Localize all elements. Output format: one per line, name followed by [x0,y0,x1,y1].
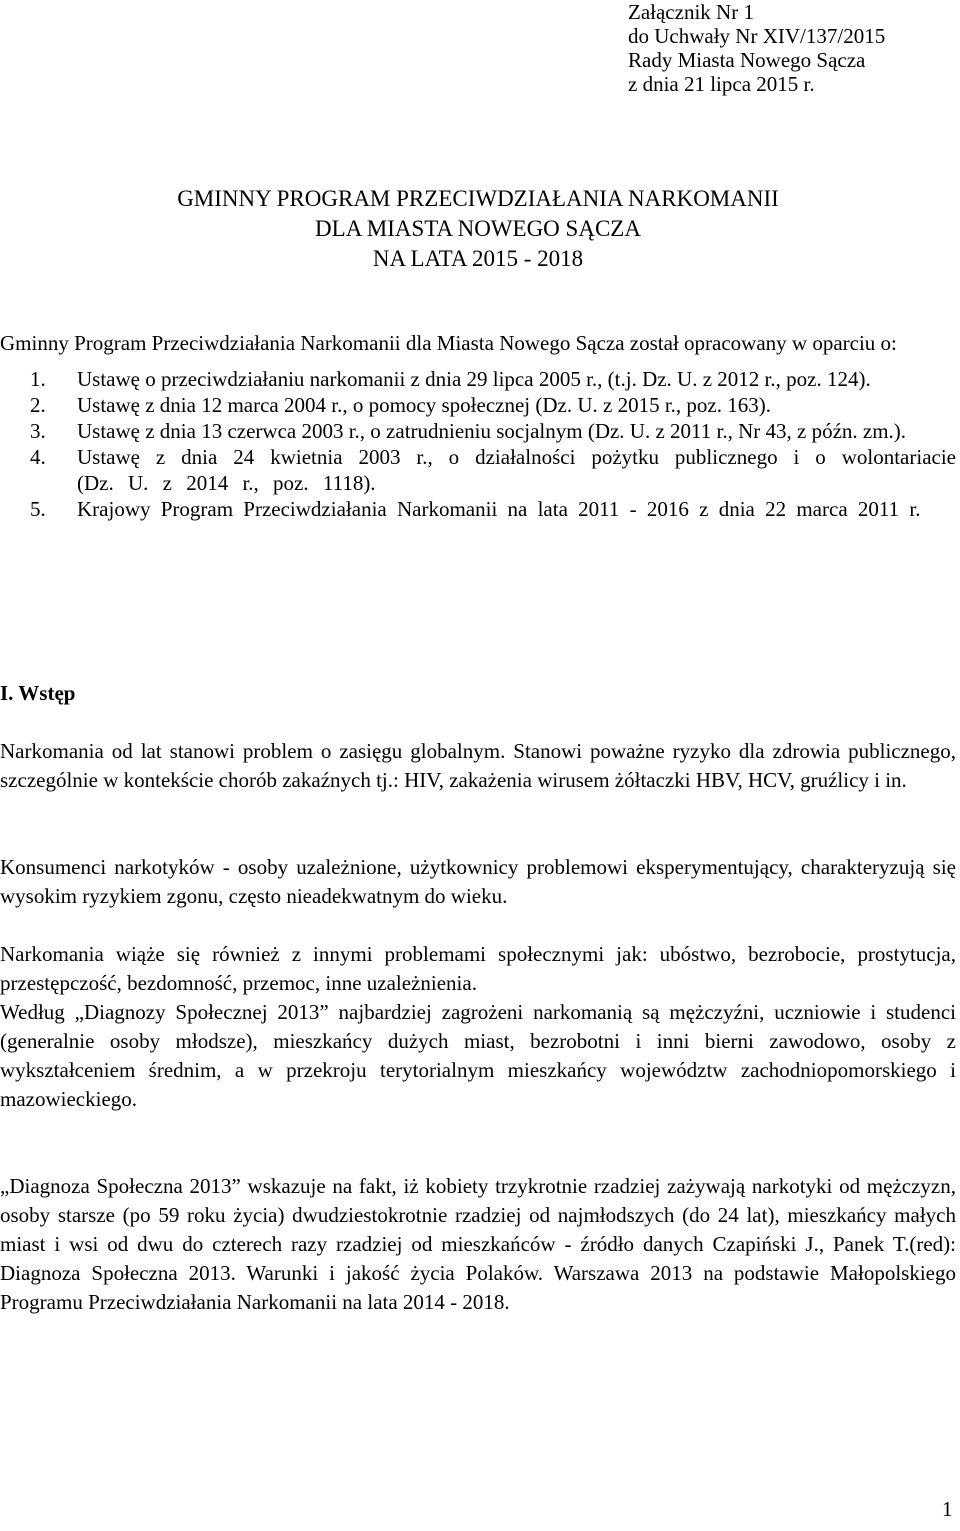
legal-basis-list [30,366,956,522]
title-line: GMINNY PROGRAM PRZECIWDZIAŁANIA NARKOMANII [177,186,779,211]
list-item [30,366,956,392]
document-title [0,184,956,274]
title-line: DLA MIASTA NOWEGO SĄCZA [315,216,641,241]
section-heading: I. Wstęp [0,681,76,705]
title-line: NA LATA 2015 - 2018 [372,246,584,271]
intro-paragraph: Gminny Program Przeciwdziałania Narkomanii dla Miasta Nowego Sącza został opracowany w oparciu o: [0,331,897,355]
list-item-number: 4. [30,445,46,469]
list-item [30,496,956,522]
list-item-text: Ustawę o przeciwdziałaniu narkomanii z dnia 29 lipca 2005 r., (t.j. Dz. U. z 2012 r., poz. 124). [77,367,871,391]
list-item-number: 3. [30,419,46,443]
annex-line: Rady Miasta Nowego Sącza [628,48,866,72]
annex-line: do Uchwały Nr XIV/137/2015 [628,24,886,48]
list-item [30,392,956,418]
body-paragraph: Narkomania wiąże się również z innymi problemami społecznymi jak: ubóstwo, bezrobocie, prostytucja, przestępczość, bezdomność, przemoc, inne uzależnienia. [0,942,956,995]
page-number: 1 [942,1497,953,1521]
list-item [30,444,956,496]
list-item [30,418,956,444]
annex-note [628,0,885,96]
list-item-text: Ustawę z dnia 24 kwietnia 2003 r., o działalności pożytku publicznego i o wolontariacie (Dz. U. z 2014 r., poz. 1118). [77,445,956,495]
body-paragraph: „Diagnoza Społeczna 2013” wskazuje na fakt, iż kobiety trzykrotnie rzadziej zażywają narkotyki od mężczyzn, osoby starsze (po 59 roku życia) dwudziestokrotnie rzadziej od najmłodszych (do 24 lat), mieszkańcy małych miast i wsi od dwu do czterech razy rzadziej od mieszkańców - źródło danych Czapiński J., Panek T.(red): Diagnoza Społeczna 2013. Warunki i jakość życia Polaków. Warszawa 2013 na podstawie Małopolskiego Programu Przeciwdziałania Narkomanii na lata 2014 - 2018. [0,1174,956,1314]
list-item-number: 5. [30,497,46,521]
body-paragraph: Konsumenci narkotyków - osoby uzależnione, użytkownicy problemowi eksperymentujący, charakteryzują się wysokim ryzykiem zgonu, często nieadekwatnym do wieku. [0,855,956,908]
list-item-text: Ustawę z dnia 12 marca 2004 r., o pomocy społecznej (Dz. U. z 2015 r., poz. 163). [77,393,771,417]
list-item-text: Krajowy Program Przeciwdziałania Narkomanii na lata 2011 - 2016 z dnia 22 marca 2011 r. [77,497,921,521]
list-item-number: 1. [30,367,46,391]
annex-line: Załącznik Nr 1 [628,0,754,24]
list-item-text: Ustawę z dnia 13 czerwca 2003 r., o zatrudnieniu socjalnym (Dz. U. z 2011 r., Nr 43, z późn. zm.). [77,419,907,443]
body-paragraph: Według „Diagnozy Społecznej 2013” najbardziej zagrożeni narkomanią są mężczyźni, uczniowie i studenci (generalnie osoby młodsze), mieszkańcy dużych miast, bezrobotni i inni bierni zawodowo, osoby z wykształceniem średnim, a w przekroju terytorialnym mieszkańcy województw zachodniopomorskiego i mazowieckiego. [0,1000,956,1111]
list-item-number: 2. [30,393,46,417]
body-paragraph: Narkomania od lat stanowi problem o zasięgu globalnym. Stanowi poważne ryzyko dla zdrowia publicznego, szczególnie w kontekście chorób zakaźnych tj.: HIV, zakażenia wirusem żółtaczki HBV, HCV, gruźlicy i in. [0,739,956,792]
annex-line: z dnia 21 lipca 2015 r. [628,72,815,96]
